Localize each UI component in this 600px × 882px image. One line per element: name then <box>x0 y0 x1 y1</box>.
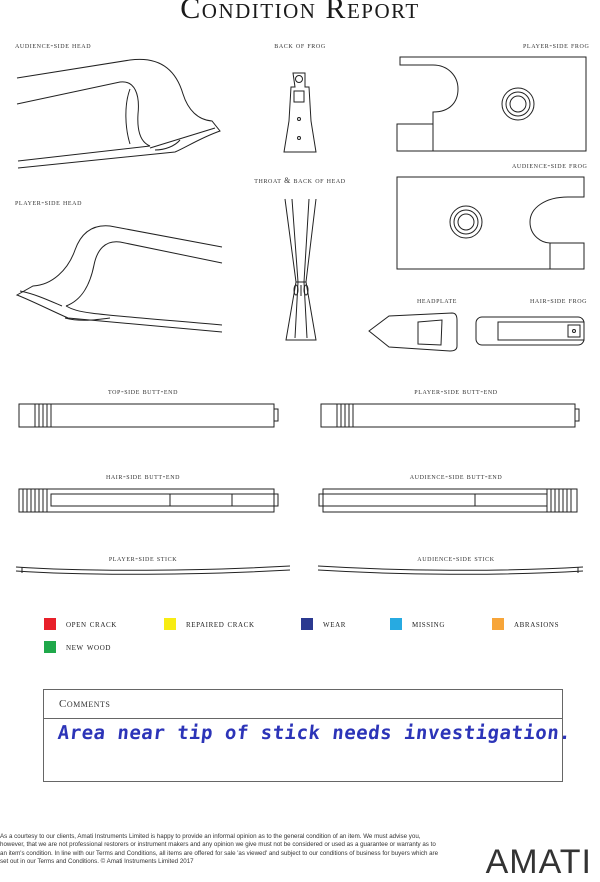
hair-side-frog-drawing[interactable] <box>476 317 584 345</box>
comments-text[interactable]: Area near tip of stick needs investigation. <box>56 722 573 744</box>
back-of-frog-drawing[interactable] <box>284 73 316 152</box>
legend-swatch <box>44 618 56 630</box>
label-audience-side-frog: audience-side frog <box>512 161 588 170</box>
label-top-side-butt-end: top-side butt-end <box>107 387 179 396</box>
player-side-frog-drawing[interactable] <box>397 57 586 151</box>
label-player-side-head: player-side head <box>15 198 83 207</box>
audience-side-butt-end-drawing[interactable] <box>319 489 577 512</box>
page-title: Condition Report <box>180 0 420 25</box>
hair-side-butt-end-drawing[interactable] <box>19 489 278 512</box>
label-player-side-stick: player-side stick <box>108 554 178 563</box>
label-player-side-butt-end: player-side butt-end <box>414 387 498 396</box>
comments-box[interactable] <box>43 689 573 782</box>
comments-heading: Comments <box>44 690 562 719</box>
player-side-butt-end-drawing[interactable] <box>321 404 579 427</box>
label-audience-side-stick: audience-side stick <box>417 554 495 563</box>
label-hair-side-butt-end: hair-side butt-end <box>105 472 181 481</box>
legend-item-wear <box>301 618 346 630</box>
label-headplate: headplate <box>417 296 458 305</box>
legend-item-new-wood <box>44 641 111 653</box>
label-back-of-frog: back of frog <box>274 41 326 50</box>
label-player-side-frog: player-side frog <box>523 41 590 50</box>
legend-swatch <box>301 618 313 630</box>
player-side-stick-drawing[interactable] <box>16 566 290 574</box>
legend-swatch <box>164 618 176 630</box>
label-audience-side-butt-end: audience-side butt-end <box>409 472 503 481</box>
brand-logo: AMATI <box>485 843 592 881</box>
legend-item-open-crack <box>44 618 117 630</box>
audience-side-head-drawing[interactable] <box>17 59 220 168</box>
headplate-drawing[interactable] <box>369 313 457 351</box>
legend-label: repaired crack <box>186 618 255 630</box>
disclaimer-text: As a courtesy to our clients, Amati Instruments Limited is happy to provide an informal opinion as to the general condition of an item. We must advise you, however, that we are not professional restorers or instrument makers and any opinion we give must not be considered or used as a guarantee or warranty as to an item's condition. In line with our Terms and Conditions, all items are offered for sale 'as viewed' and subject to our conditions of business for buyers which are set out in our Terms and Conditions. © Amati Instruments Limited 2017 <box>0 833 439 865</box>
top-side-butt-end-drawing[interactable] <box>19 404 278 427</box>
legend-label: wear <box>323 618 347 630</box>
legend-label: abrasions <box>514 618 560 630</box>
audience-side-frog-drawing[interactable] <box>397 177 584 269</box>
legend-swatch <box>492 618 504 630</box>
legend-item-repaired-crack <box>164 618 255 630</box>
player-side-head-drawing[interactable] <box>17 226 222 332</box>
legend-swatch <box>390 618 402 630</box>
throat-back-of-head-drawing[interactable] <box>285 199 316 340</box>
legend-label: new wood <box>66 641 112 653</box>
label-hair-side-frog: hair-side frog <box>530 296 588 305</box>
audience-side-stick-drawing[interactable] <box>318 566 583 574</box>
legend-item-abrasions <box>492 618 559 630</box>
legend-label: open crack <box>66 618 117 630</box>
legend-item-missing <box>390 618 445 630</box>
label-audience-side-head: audience-side head <box>15 41 92 50</box>
label-throat-back-of-head: throat & back of head <box>254 176 346 185</box>
legend-label: missing <box>412 618 445 630</box>
legend-swatch <box>44 641 56 653</box>
